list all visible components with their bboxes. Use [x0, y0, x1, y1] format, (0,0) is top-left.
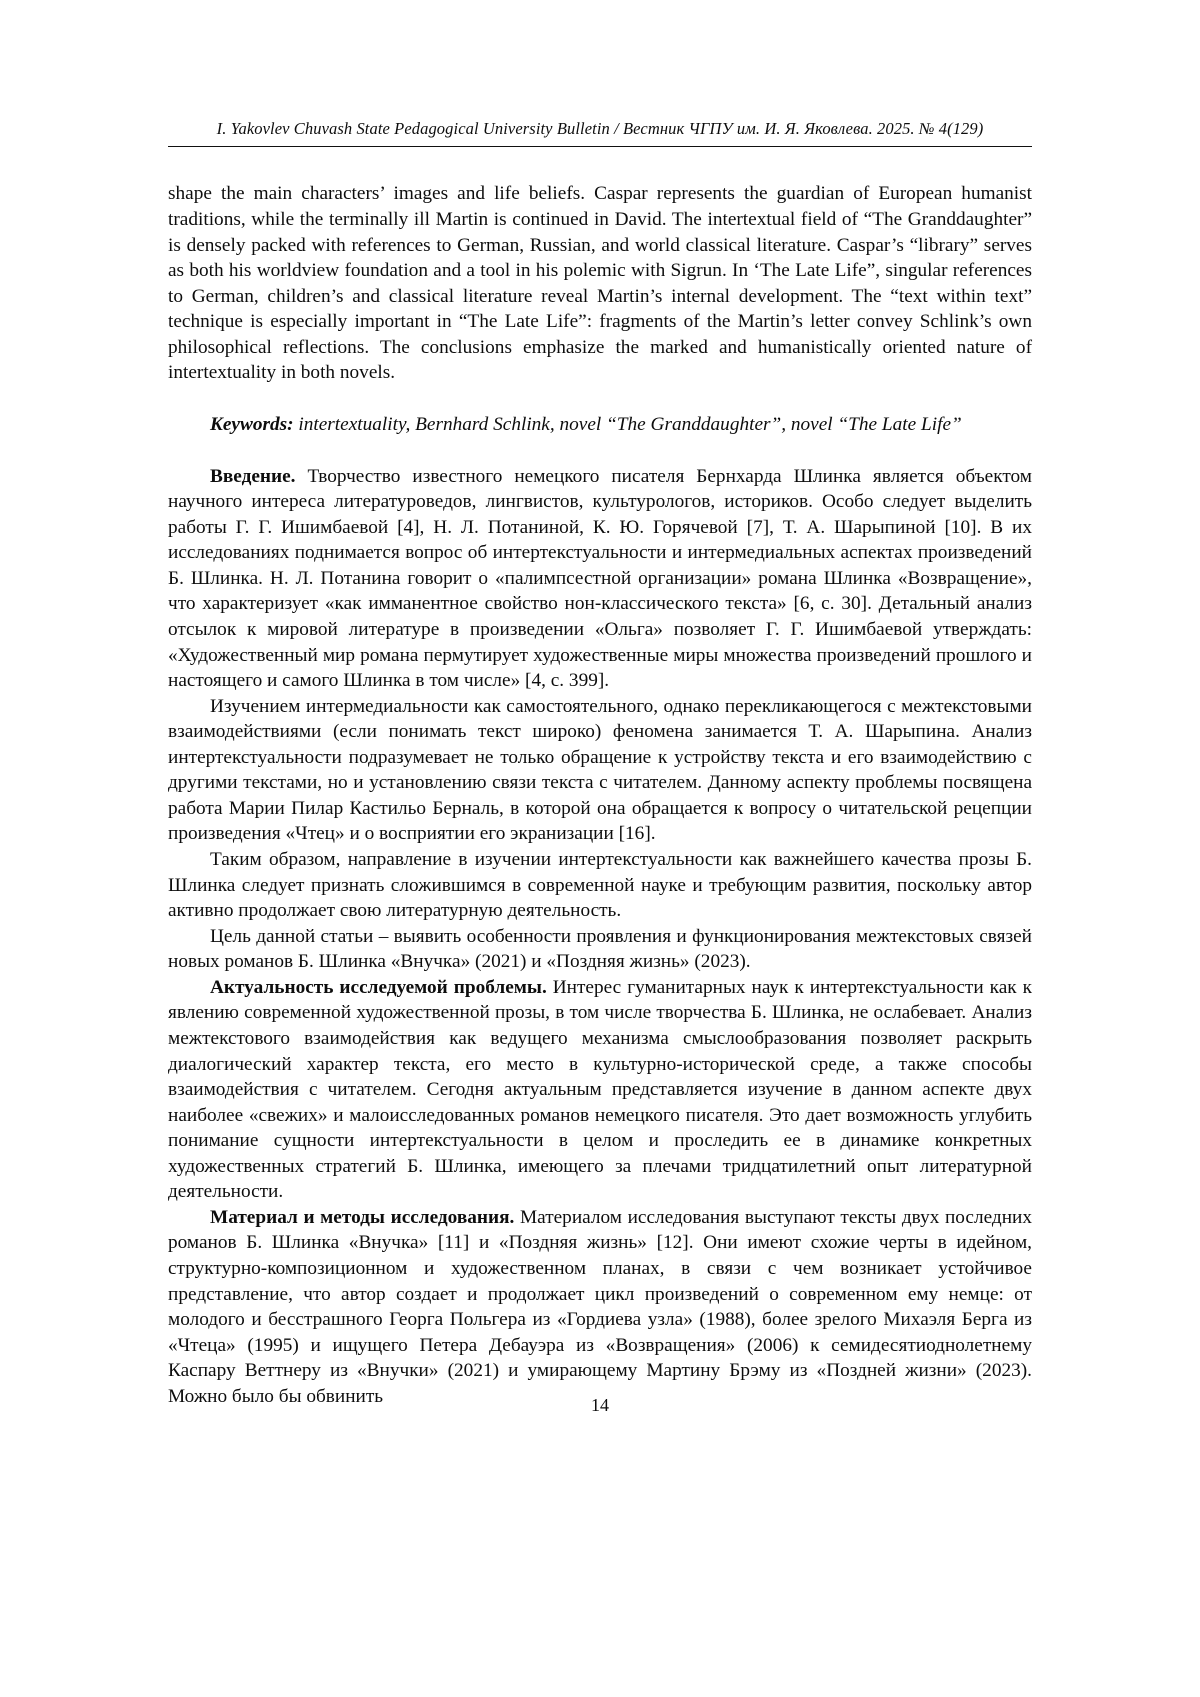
section-relevance-text: Интерес гуманитарных наук к интертекстуальности как к явлению современной художественной прозы, в том числе творчества Б. Шлинка, не ослабевает. Анализ межтекстового взаимодействия как ведущего механизма смыслообразования позволяет раскрыть диалогический характер текста, его место в культурно-исторической среде, а также способы взаимодействия с читателем. Сегодня актуальным представляется изучение в данном аспекте двух наиболее «свежих» и малоисследованных романов немецкого писателя. Это дает возможность углубить понимание сущности интертекстуальности в целом и проследить ее в динамике конкретных художественных стратегий Б. Шлинка, имеющего за плечами тридцатилетний опыт литературной деятельности. — [168, 976, 1032, 1203]
section-introduction-text: Творчество известного немецкого писателя Бернхарда Шлинка является объектом научного интереса литературоведов, лингвистов, культурологов, историков. Особо следует выделить работы Г. Г. Ишимбаевой [4], Н. Л. Потаниной, К. Ю. Горячевой [7], Т. А. Шарыпиной [10]. В их исследованиях поднимается вопрос об интертекстуальности и интермедиальных аспектах произведений Б. Шлинка. Н. Л. Потанина говорит о «палимпсестной организации» романа Шлинка «Возвращение», что характеризует «как имманентное свойство нон-классического текста» [6, с. 30]. Детальный анализ отсылок к мировой литературе в произведении «Ольга» позволяет Г. Г. Ишимбаевой утверждать: «Художественный мир романа пермутирует художественные миры множества произведений прошлого и настоящего и самого Шлинка в том числе» [4, с. 399]. — [168, 465, 1032, 692]
section-relevance-heading: Актуальность исследуемой проблемы. — [210, 976, 547, 998]
page-number: 14 — [591, 1395, 609, 1415]
section-summary-text: Таким образом, направление в изучении интертекстуальности как важнейшего качества прозы Б. Шлинка следует признать сложившимся в современной науке и требующим развития, поскольку автор активно продолжает свою литературную деятельность. — [168, 849, 1032, 922]
abstract-continuation: shape the main characters’ images and life beliefs. Caspar represents the guardian of European humanist traditions, while the terminally ill Martin is continued in David. The intertextual field of “The Granddaughter” is densely packed with references to German, Russian, and world classical literature. Caspar’s “library” serves as both his worldview foundation and a tool in his polemic with Sigrun. In ‘The Late Life”, singular references to German, children’s and classical literature reveal Martin’s internal development. The “text within text” technique is especially important in “The Late Life”: fragments of the Martin’s letter convey Schlink’s own philosophical reflections. The conclusions emphasize the marked and humanistically oriented nature of intertextuality in both novels. — [168, 183, 1032, 384]
section-aim — [168, 924, 1032, 975]
section-relevance — [168, 975, 1032, 1205]
section-summary — [168, 847, 1032, 924]
section-introduction-heading: Введение. — [210, 465, 296, 487]
section-intermediality-text: Изучением интермедиальности как самостоятельного, однако перекликающегося с межтекстовыми взаимодействиями (если понимать текст широко) феномена занимается Т. А. Шарыпина. Анализ интертекстуальности подразумевает не только обращение к устройству текста и его взаимодействию с другими текстами, но и установлению связи текста с читателем. Данному аспекту проблемы посвящена работа Марии Пилар Кастильо Берналь, в которой она обращается к вопросу о читательской рецепции произведения «Чтец» и о восприятии его экранизации [16]. — [168, 695, 1032, 845]
section-materials-methods-heading: Материал и методы исследования. — [210, 1206, 515, 1228]
section-materials-methods-text: Материалом исследования выступают тексты двух последних романов Б. Шлинка «Внучка» [11] и «Поздняя жизнь» [12]. Они имеют схожие черты в идейном, структурно-композиционном и художественном планах, в связи с чем возникает устойчивое представление, что автор создает и продолжает цикл произведений о современном ему немце: от молодого и бесстрашного Георга Польгера из «Гордиева узла» (1988), более зрелого Михаэля Берга из «Чтеца» (1995) и ищущего Петера Дебауэра из «Возвращения» (2006) к семидесятиоднолетнему Каспару Веттнеру из «Внучки» (2021) и умирающему Мартину Брэму из «Поздней жизни» (2023). Можно было бы обвинить — [168, 1206, 1032, 1407]
section-materials-methods — [168, 1205, 1032, 1410]
section-intermediality — [168, 694, 1032, 847]
section-aim-text: Цель данной статьи – выявить особенности проявления и функционирования межтекстовых связей новых романов Б. Шлинка «Внучка» (2021) и «Поздняя жизнь» (2023). — [168, 925, 1032, 973]
keywords-label: Keywords: — [210, 413, 294, 435]
running-head: I. Yakovlev Chuvash State Pedagogical University Bulletin / Вестник ЧГПУ им. И. Я. Яковлева. 2025. № 4(129) — [216, 119, 984, 138]
page-content — [168, 118, 1032, 1409]
keywords-block — [168, 412, 1032, 438]
header-rule — [168, 146, 1032, 147]
keywords-value: intertextuality, Bernhard Schlink, novel “The Granddaughter”, novel “The Late Life” — [298, 413, 962, 435]
section-introduction — [168, 464, 1032, 694]
